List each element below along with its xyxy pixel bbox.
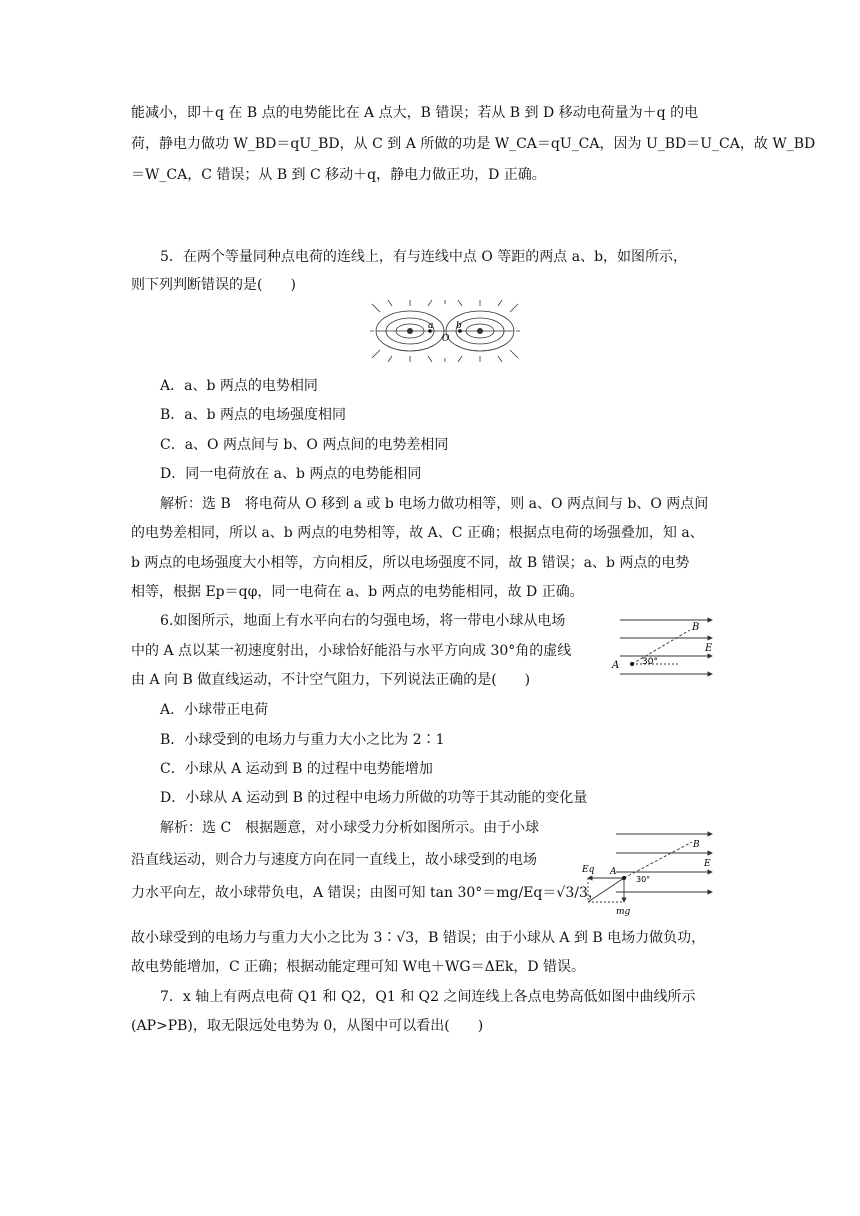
q5-analysis-4: 相等，根据 Ep＝qφ，同一电荷在 a、b 两点的电势能相同，故 D 正确。 [131, 584, 584, 600]
q5-option-d: D．同一电荷放在 a、b 两点的电势能相同 [160, 466, 422, 482]
q6-analysis-2: 沿直线运动，则合力与速度方向在同一直线上，故小球受到的电场 [131, 852, 537, 868]
intro-line-1: 能减小，即＋q 在 B 点的电势能比在 A 点大，B 错误；若从 B 到 D 移动电荷量为＋q 的电 [131, 105, 699, 121]
q6-fig2-label-angle: 30° [636, 875, 651, 884]
q6-stem-1: 6.如图所示，地面上有水平向右的匀强电场，将一带电小球从电场 [160, 613, 566, 629]
q6-label-angle: 30° [642, 657, 658, 667]
q6-analysis-3: 力水平向左，故小球带负电，A 错误；由图可知 tan 30°＝mg/Eq＝√3/3， [131, 885, 602, 901]
q7-stem-1: 7．x 轴上有两点电荷 Q1 和 Q2，Q1 和 Q2 之间连线上各点电势高低如图中曲线所示 [160, 989, 696, 1005]
q6-fig2-label-mg: mg [616, 907, 631, 916]
q6-fig2-label-b: B [693, 840, 700, 850]
q6-fig2-label-a: A [610, 867, 617, 877]
q6-option-a: A．小球带正电荷 [160, 702, 269, 718]
q6-field-diagram [608, 612, 718, 682]
q7-stem-2: (AP>PB)，取无限远处电势为 0，从图中可以看出( ) [131, 1018, 484, 1034]
q6-stem-2: 中的 A 点以某一初速度射出，小球恰好能沿与水平方向成 30°角的虚线 [131, 643, 572, 659]
q5-option-c: C．a、O 两点间与 b、O 两点间的电势差相同 [160, 437, 449, 453]
q5-field-diagram [370, 300, 520, 362]
q5-option-a: A．a、b 两点的电势相同 [160, 378, 318, 394]
q6-analysis-5: 故电势能增加，C 正确；根据动能定理可知 W电＋WG＝ΔEk，D 错误。 [131, 959, 586, 975]
q5-option-b: B．a、b 两点的电场强度相同 [160, 407, 347, 423]
q5-label-o: O [442, 334, 450, 344]
q6-fig2-label-eq: Eq [582, 865, 595, 875]
q5-label-a: a [428, 321, 434, 331]
intro-line-2: 荷，静电力做功 W_BD＝qU_BD，从 C 到 A 所做的功是 W_CA＝qU_CA，因为 U_BD＝U_CA，故 W_BD [131, 136, 816, 152]
q5-stem-1: 5．在两个等量同种点电荷的连线上，有与连线中点 O 等距的两点 a、b，如图所示， [160, 249, 688, 265]
q6-analysis-4: 故小球受到的电场力与重力大小之比为 3∶√3，B 错误；由于小球从 A 到 B 电场力做负功， [131, 930, 706, 946]
q6-analysis-1: 解析：选 C 根据题意，对小球受力分析如图所示。由于小球 [160, 820, 540, 836]
q5-analysis-3: b 两点的电场强度大小相等，方向相反，所以电场强度不同，故 B 错误；a、b 两点的电势 [131, 555, 690, 571]
q6-label-b: B [692, 622, 700, 633]
q5-stem-2: 则下列判断错误的是( ) [131, 277, 296, 293]
intro-line-3: ＝W_CA，C 错误；从 B 到 C 移动＋q，静电力做正功，D 正确。 [131, 167, 546, 183]
q6-force-diagram [580, 826, 715, 916]
q5-analysis-2: 的电势差相同，所以 a、b 两点的电势相等，故 A、C 正确；根据点电荷的场强叠加，知 a、 [131, 525, 704, 541]
q6-label-e: E [705, 643, 713, 654]
q5-analysis-1: 解析：选 B 将电荷从 O 移到 a 或 b 电场力做功相等，则 a、O 两点间与 b、O 两点间 [160, 496, 709, 512]
q6-stem-3: 由 A 向 B 做直线运动，不计空气阻力，下列说法正确的是( ) [131, 672, 531, 688]
q6-label-a: A [612, 660, 620, 671]
q6-option-c: C．小球从 A 运动到 B 的过程中电势能增加 [160, 761, 433, 777]
q5-label-b: b [456, 321, 462, 331]
q6-option-b: B．小球受到的电场力与重力大小之比为 2∶1 [160, 732, 445, 748]
q6-option-d: D．小球从 A 运动到 B 的过程中电场力所做的功等于其动能的变化量 [160, 790, 588, 806]
q6-fig2-label-e: E [704, 859, 711, 869]
